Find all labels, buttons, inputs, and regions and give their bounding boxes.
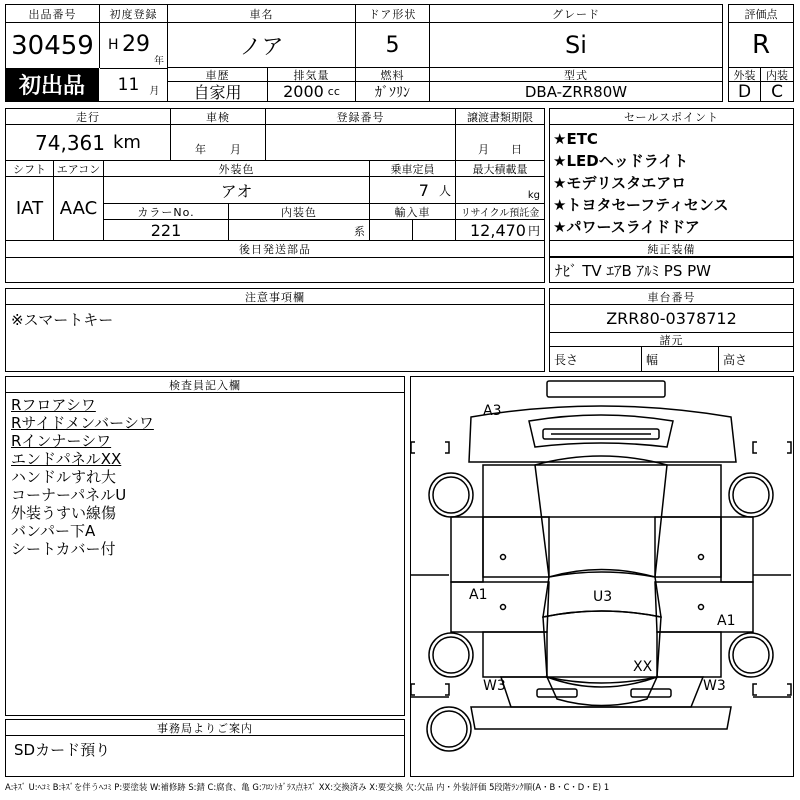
reg-month: 11 xyxy=(117,75,140,95)
height-label: 高さ xyxy=(723,352,748,367)
inspector-note: Rインナーシワ xyxy=(11,432,112,450)
score-block xyxy=(728,4,794,102)
history-label: 車歴 xyxy=(168,68,268,82)
month-unit: 月 xyxy=(149,86,160,97)
history-value: 自家用 xyxy=(168,82,268,101)
score-label: 評価点 xyxy=(729,5,793,23)
model-label: 型式 xyxy=(430,68,722,82)
import-label: 輸入車 xyxy=(370,204,456,220)
capacity-value: 7 xyxy=(418,180,429,200)
office-block xyxy=(5,719,405,777)
caution-label: 注意事項欄 xyxy=(6,289,544,305)
caution-block xyxy=(5,288,545,372)
inspector-note: 外装うすい線傷 xyxy=(11,504,117,522)
transfer-label: 譲渡書類期限 xyxy=(456,109,544,125)
capacity-label: 乗車定員 xyxy=(370,161,456,177)
fuel-value: ｶﾞｿﾘﾝ xyxy=(356,82,430,101)
score-value: R xyxy=(729,23,793,68)
ac-label: エアコン xyxy=(54,161,104,177)
caution-value: ※スマートキー xyxy=(11,311,114,329)
sales-point: ★ETC xyxy=(553,130,598,148)
model-value: DBA-ZRR80W xyxy=(524,82,628,101)
later-parts-label: 後日発送部品 xyxy=(239,243,311,256)
doors-label: ドア形状 xyxy=(356,5,430,23)
chassis-label: 車台番号 xyxy=(550,289,793,305)
mileage-value: 74,361 xyxy=(35,130,105,155)
transfer-cell xyxy=(456,125,544,161)
car-name: ノア xyxy=(168,23,356,68)
first-listing-text: 初出品 xyxy=(18,74,85,99)
displacement-cell xyxy=(268,82,356,101)
sales-points-label: セールスポイント xyxy=(550,109,793,125)
inspection-cell xyxy=(171,125,266,161)
capacity-unit: 人 xyxy=(438,183,451,198)
ext-color-label: 外装色 xyxy=(104,161,370,177)
max-load-unit: kg xyxy=(527,190,540,201)
width-label: 幅 xyxy=(642,347,719,371)
lot-number: 30459 xyxy=(6,23,100,68)
diagram-mark-a3: A3 xyxy=(483,403,502,419)
sales-point: ★パワースライドドア xyxy=(553,218,700,236)
recycle-label: リサイクル預託金 xyxy=(456,204,544,220)
diagram-mark-w3-left: W3 xyxy=(483,678,506,694)
fuel-label: 燃料 xyxy=(356,68,430,82)
sales-point: ★トヨタセーフティセンス xyxy=(553,196,729,214)
shift-value: IAT xyxy=(6,177,54,241)
doors-value: 5 xyxy=(356,23,430,68)
reg-no-value xyxy=(266,125,456,161)
import-value xyxy=(370,220,413,241)
office-note: SDカード預り xyxy=(14,741,111,759)
equipment-value: ﾅﾋﾞ TV ｴｱB ｱﾙﾐ PS PW xyxy=(555,262,711,280)
car-diagram xyxy=(411,377,793,776)
color-no-label: カラーNo. xyxy=(104,204,229,220)
sales-point: ★モデリスタエアロ xyxy=(553,174,687,192)
inspection-month-unit: 月 xyxy=(230,143,241,156)
first-reg-month-cell xyxy=(100,68,168,101)
recycle-unit: 円 xyxy=(527,223,540,238)
sales-point: ★LEDヘッドライト xyxy=(553,152,689,170)
max-load-cell xyxy=(456,177,544,204)
grade-value: Si xyxy=(430,23,722,68)
inspection-label: 車検 xyxy=(171,109,266,125)
equipment-label: 純正装備 xyxy=(550,241,793,257)
car-name-label: 車名 xyxy=(168,5,356,23)
year-unit: 年 xyxy=(154,56,164,67)
diagram-mark-u3: U3 xyxy=(593,589,613,605)
grade-label: グレード xyxy=(430,5,722,23)
mileage-cell xyxy=(6,125,171,161)
legend-text: A:ｷｽﾞ U:ﾍｺﾐ B:ｷｽﾞを伴うﾍｺﾐ P:要塗装 W:補修跡 S:錆 C:腐食、亀 G:ﾌﾛﾝﾄｶﾞﾗｽ点ｷｽﾞ XX:交換済み X:要交換 欠:欠品 内・外装評価 5段階ﾗﾝｸ順(A・B・C・D・E) 1 xyxy=(5,782,610,792)
sales-points-list xyxy=(553,128,728,238)
interior-grade: C xyxy=(771,82,783,101)
transfer-month-unit: 月 xyxy=(478,143,489,156)
length-label: 長さ xyxy=(550,347,642,371)
reg-year: 29 xyxy=(122,32,150,57)
inspector-note: バンパー下A xyxy=(11,522,96,540)
first-reg-year-cell xyxy=(100,23,168,68)
car-diagram-block xyxy=(410,376,794,777)
dims-label: 諸元 xyxy=(550,333,793,347)
chassis-value: ZRR80-0378712 xyxy=(550,305,793,333)
inspector-notes xyxy=(11,396,154,558)
ac-value: AAC xyxy=(54,177,104,241)
inspection-year-unit: 年 xyxy=(195,143,206,156)
later-parts-value xyxy=(5,257,545,283)
diagram-mark-a1-left: A1 xyxy=(469,587,488,603)
import-value-2 xyxy=(413,220,456,241)
vehicle-info-block xyxy=(5,108,545,258)
sales-points-block xyxy=(549,108,794,258)
diagram-mark-a1-right: A1 xyxy=(717,613,736,629)
interior-label: 内装 xyxy=(761,68,793,82)
era: H xyxy=(108,37,119,53)
exterior-grade: D xyxy=(729,82,761,101)
int-color-label: 内装色 xyxy=(229,204,370,220)
first-listing-badge xyxy=(6,68,99,101)
ext-color-value: アオ xyxy=(104,177,370,204)
diagram-mark-xx: XX xyxy=(633,659,653,675)
inspector-note: ハンドルすれ大 xyxy=(11,468,117,486)
displacement-unit: cc xyxy=(327,85,340,98)
shift-label: シフト xyxy=(6,161,54,177)
first-reg-label: 初度登録 xyxy=(100,5,168,23)
inspector-note: コーナーパネルU xyxy=(11,486,127,504)
mileage-label: 走行 xyxy=(6,109,171,125)
inspector-note: シートカバー付 xyxy=(11,540,116,558)
inspector-note: Rサイドメンバーシワ xyxy=(11,414,154,432)
diagram-mark-w3-right: W3 xyxy=(703,678,726,694)
displacement-label: 排気量 xyxy=(268,68,356,82)
transfer-day-unit: 日 xyxy=(511,143,522,156)
lot-label: 出品番号 xyxy=(6,5,100,23)
displacement-value: 2000 xyxy=(283,82,324,101)
office-label: 事務局よりご案内 xyxy=(6,720,404,736)
inspector-note: Rフロアシワ xyxy=(11,396,96,414)
inspector-note: エンドパネルXX xyxy=(11,450,122,468)
recycle-cell xyxy=(456,220,544,241)
chassis-block xyxy=(549,288,794,372)
recycle-value: 12,470 xyxy=(470,220,526,240)
exterior-label: 外装 xyxy=(729,68,761,82)
int-color-cell xyxy=(229,220,370,241)
max-load-label: 最大積載量 xyxy=(456,161,544,177)
header-block xyxy=(5,4,723,102)
equipment-block xyxy=(549,240,794,283)
reg-no-label: 登録番号 xyxy=(266,109,456,125)
mileage-unit: km xyxy=(113,132,141,153)
color-no-value: 221 xyxy=(104,220,229,241)
capacity-cell xyxy=(370,177,456,204)
int-color-unit: 系 xyxy=(354,225,365,238)
inspector-block xyxy=(5,376,405,716)
inspector-label: 検査員記入欄 xyxy=(6,377,404,393)
